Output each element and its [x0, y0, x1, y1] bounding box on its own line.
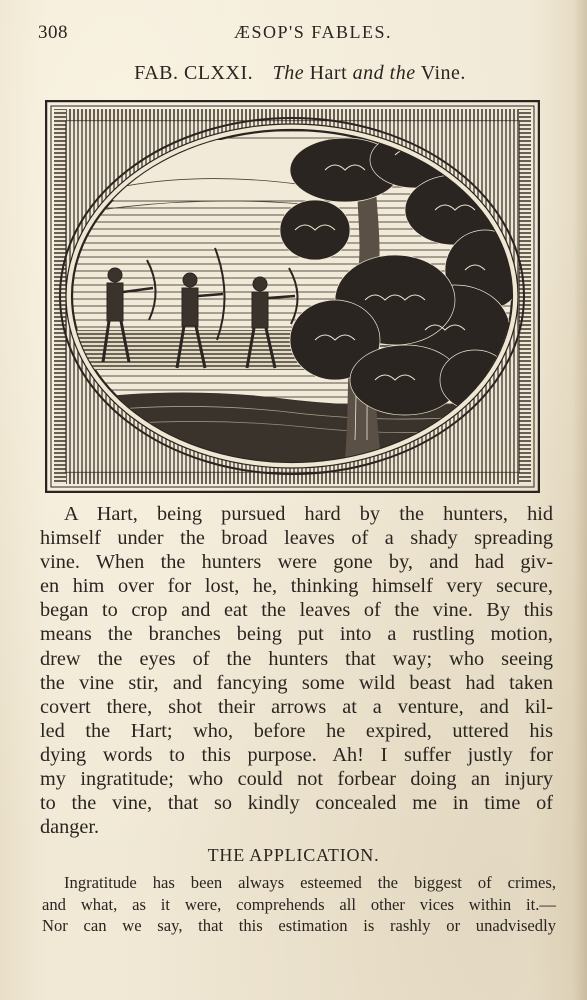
- body-line: the vine stir, and fancying some wild beast had taken: [40, 671, 553, 694]
- page-number: 308: [38, 22, 68, 43]
- body-line: himself under the broad leaves of a shady spreading: [40, 527, 553, 550]
- running-title: ÆSOP'S FABLES.: [234, 22, 392, 42]
- body-line: danger.: [40, 816, 100, 839]
- body-line: dying words to this purpose. Ah! I suffer justly for: [40, 743, 553, 766]
- running-head: [38, 22, 548, 46]
- fable-title-the: The: [272, 62, 305, 84]
- application-line: and what, as it were, comprehends all other vices within it.—: [42, 894, 556, 914]
- application-text: [42, 872, 556, 937]
- application-line: Ingratitude has been always esteemed the biggest of crimes,: [64, 873, 556, 892]
- body-line: vine. When the hunters were gone by, and had giv-: [40, 551, 553, 574]
- fable-title-the2: the: [389, 62, 416, 84]
- fable-title-and: and: [352, 62, 385, 84]
- fable-body: [40, 502, 553, 839]
- woodcut-hunters-and-vine-icon: [45, 100, 540, 493]
- body-line: means the branches being put into a rustling motion,: [40, 623, 553, 646]
- body-line: began to crop and eat the leaves of the vine. By this: [40, 599, 553, 622]
- body-line: led the Hart; who, before he expired, uttered his: [40, 719, 553, 742]
- fable-number: FAB. CLXXI.: [134, 62, 254, 84]
- body-line: to the vine, that so kindly concealed me in time of: [40, 792, 553, 815]
- application-line: Nor can we say, that this estimation is rashly or unadvisedly: [42, 916, 556, 935]
- body-line: en him over for lost, he, thinking himself very secure,: [40, 575, 553, 598]
- application-heading: THE APPLICATION.: [207, 845, 380, 865]
- body-line: covert there, shot their arrows at a venture, and kil-: [40, 695, 553, 718]
- body-line: my ingratitude; who could not forbear doing an injury: [40, 768, 553, 791]
- fable-title-vine: Vine.: [420, 62, 466, 84]
- woodcut-illustration: [45, 100, 540, 493]
- fable-title-hart: Hart: [309, 62, 348, 84]
- body-line: A Hart, being pursued hard by the hunters, hid: [64, 503, 553, 525]
- body-line: drew the eyes of the hunters that way; who seeing: [40, 647, 553, 670]
- fable-heading: [20, 62, 580, 85]
